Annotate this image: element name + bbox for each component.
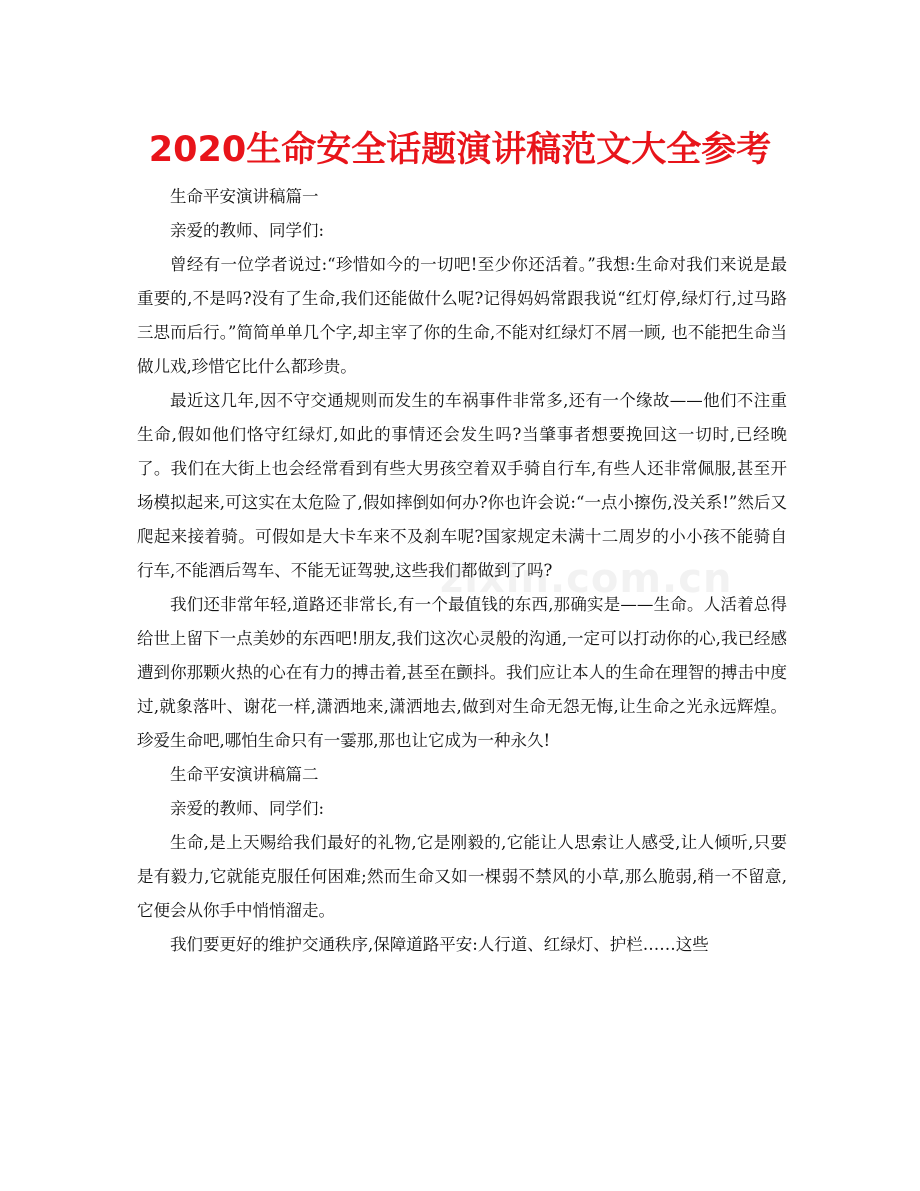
paragraph: 我们还非常年轻,道路还非常长,有一个最值钱的东西,那确实是——生命。人活着总得给世上留下一点美妙的东西吧!朋友,我们这次心灵般的沟通,一定可以打动你的心,我已经感遭到你那颗火热的心在有力的搏击着,甚至在颤抖。我们应让本人的生命在理智的搏击中度过,就象落叶、谢花一样,潇洒地来,潇洒地去,做到对生命无怨无悔,让生命之光永远辉煌。珍爱生命吧,哪怕生命只有一霎那,那也让它成为一种永久!: [137, 595, 787, 750]
salutation-1: 亲爱的教师、同学们:: [170, 221, 325, 240]
section-heading-1: 生命平安演讲稿篇一: [170, 187, 319, 206]
paragraph: 我们要更好的维护交通秩序,保障道路平安:人行道、红绿灯、护栏……这些: [170, 935, 709, 954]
watermark: zixin.com.cn: [440, 556, 733, 602]
section-heading-2: 生命平安演讲稿篇二: [170, 765, 319, 784]
document-body: [137, 180, 787, 962]
document-title: 2020生命安全话题演讲稿范文大全参考: [148, 130, 772, 170]
paragraph: 最近这几年,因不守交通规则而发生的车祸事件非常多,还有一个缘故——他们不注重生命,假如他们恪守红绿灯,如此的事情还会发生吗?当肇事者想要挽回这一切时,已经晚了。我们在大街上也会经常看到有些大男孩空着双手骑自行车,有些人还非常佩服,甚至开场模拟起来,可这实在太危险了,假如摔倒如何办?你也许会说:“一点小擦伤,没关系!”然后又爬起来接着骑。可假如是大卡车来不及刹车呢?国家规定未满十二周岁的小小孩不能骑自行车,不能酒后驾车、不能无证驾驶,这些我们都做到了吗?: [137, 391, 787, 580]
paragraph: 曾经有一位学者说过:“珍惜如今的一切吧!至少你还活着。”我想:生命对我们来说是最重要的,不是吗?没有了生命,我们还能做什么呢?记得妈妈常跟我说“红灯停,绿灯行,过马路三思而后行。”简简单单几个字,却主宰了你的生命,不能对红绿灯不屑一顾, 也不能把生命当做儿戏,珍惜它比什么都珍贵。: [137, 255, 787, 376]
salutation-2: 亲爱的教师、同学们:: [170, 799, 325, 818]
paragraph: 生命,是上天赐给我们最好的礼物,它是刚毅的,它能让人思索让人感受,让人倾听,只要是有毅力,它就能克服任何困难;然而生命又如一棵弱不禁风的小草,那么脆弱,稍一不留意,它便会从你手中悄悄溜走。: [137, 833, 787, 920]
